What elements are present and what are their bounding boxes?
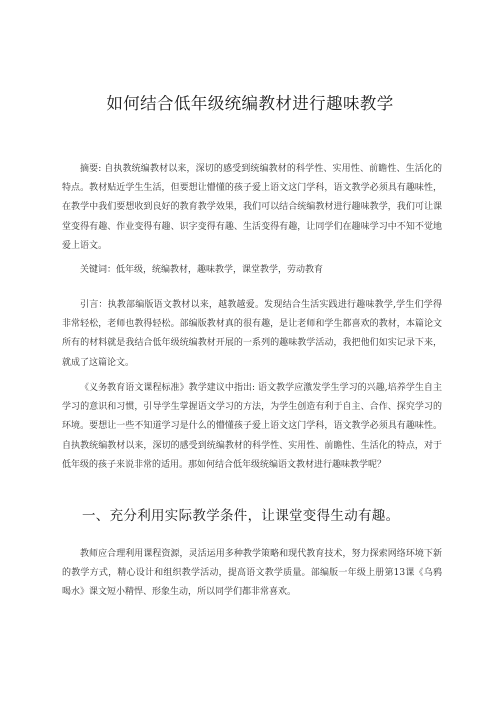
- section-heading-1: 一、充分利用实际教学条件，让课堂变得生动有趣。: [82, 508, 400, 524]
- section-1-body-paragraph: 教师应合理利用课程资源，灵活运用多种教学策略和现代教育技术，努力探索网络环境下新的教学方式，精心设计和组织教学活动，提高语文教学质量。部编版一年级上册第13课《乌鸦喝水》课文短小精悍、形象生动，所以同学们都非常喜欢。: [62, 549, 442, 598]
- curriculum-standard-paragraph: 《义务教育语文课程标准》教学建议中指出: 语文教学应激发学生学习的兴趣,培养学生自主学习的意识和习惯，引导学生掌握语文学习的方法，为学生创造有利于自主、合作、探究学习的环境。要想让一些不知道学习是什么的懵懂孩子爱上语文这门学科，语文教学必须具有趣味性。自执教统编教材以来，深切的感受到统编教材的科学性、实用性、前瞻性、生活化的特点，对于低年级的孩子来说非常的适用。那如何结合低年级统编语文教材进行趣味教学呢？: [62, 383, 442, 470]
- abstract-paragraph: 摘要: 自执教统编教材以来，深切的感受到统编教材的科学性、实用性、前瞻性、生活化的特点。教材贴近学生生活，但要想让懵懂的孩子爱上语文这门学科，语文教学必须具有趣味性，在教学中我们要想收到良好的教育教学效果，我们可以结合统编教材进行趣味教学，我们可让课堂变得有趣、作业变得有趣、识字变得有趣、生活变得有趣，让同学们在趣味学习中不知不觉地爱上语文。: [62, 164, 442, 251]
- intro-paragraph: 引言：执教部编版语文教材以来，越教越爱。发现结合生活实践进行趣味教学,学生们学得非常轻松，老师也教得轻松。部编版教材真的很有趣，是让老师和学生都喜欢的教材，本篇论文所有的材料就是我结合低年级统编教材开展的一系列的趣味教学活动，我把他们如实记录下来，就成了这篇论文。: [62, 300, 442, 368]
- keywords-line: 关键词：低年级，统编教材，趣味教学，课堂教学，劳动教育: [80, 265, 324, 275]
- document-title: 如何结合低年级统编教材进行趣味教学: [106, 94, 394, 113]
